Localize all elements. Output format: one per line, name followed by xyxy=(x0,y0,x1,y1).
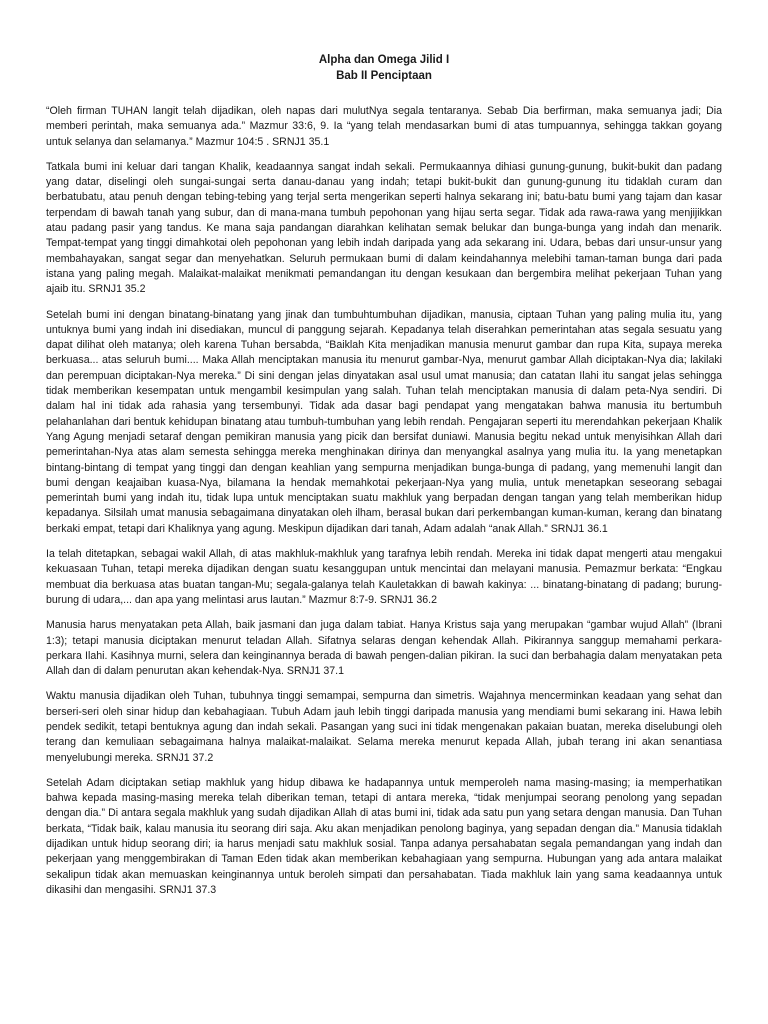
paragraph-7: Setelah Adam diciptakan setiap makhluk yang hidup dibawa ke hadapannya untuk memperoleh nama masing-masing; ia memperhatikan bahwa kepada masing-masing mereka telah diberikan teman, tetapi di antara mereka, “tidak menjumpai seorang penolong yang sepadan dengan dia.” Di antara segala makhluk yang sudah dijadikan Allah di atas bumi ini, tidak ada satu pun yang setara dengan manusia. Dan Tuhan berkata, “Tidak baik, kalau manusia itu seorang diri saja. Aku akan menjadikan penolong baginya, yang sepadan dengan dia.” Manusia tidaklah dijadikan untuk hidup seorang diri; ia harus menjadi satu makhluk sosial. Tanpa adanya persahabatan segala pemandangan yang indah dan pekerjaan yang menggembirakan di Taman Eden tidak akan memberikan kebahagiaan yang sempurna. Hubungan yang ada antara malaikat sekalipun tidak akan memuaskan keinginannya untuk beroleh simpati dan persahabatan. Tiada makhluk lain yang sama keadaannya untuk dikasihi dan mengasihi. SRNJ1 37.3 xyxy=(46,776,722,896)
paragraph-4: Ia telah ditetapkan, sebagai wakil Allah, di atas makhluk-makhluk yang tarafnya lebih rendah. Mereka ini tidak dapat mengerti atau mengakui kekuasaan Tuhan, tetapi mereka dijadikan dengan suatu kesanggupan untuk mencintai dan melayani manusia. Pemazmur berkata: “Engkau membuat dia berkuasa atas buatan tangan-Mu; segala-galanya telah Kauletakkan di bawah kakinya: ... binatang-binatang di padang; burung-burung di udara,... dan apa yang melintasi arus lautan.” Mazmur 8:7-9. SRNJ1 36.2 xyxy=(46,548,722,606)
paragraph-2: Tatkala bumi ini keluar dari tangan Khalik, keadaannya sangat indah sekali. Permukaannya dihiasi gunung-gunung, bukit-bukit dan padang yang datar, diselingi oleh sungai-sungai serta danau-danau yang indah; tetapi bukit-bukit dan gunung-gunung itu tidaklah curam dan berbatubatu, atau penuh dengan tebing-tebing yang terjal serta mengerikan seperti halnya sekarang ini; batu-batu bumi yang tajam dan kasar terpendam di bawah tanah yang subur, dan di mana-mana tumbuh pepohonan yang hijau serta segar. Tidak ada rawa-rawa yang menjijikkan atau padang pasir yang tandus. Ke mana saja pandangan diarahkan kelihatan semak belukar dan bunga-bunga yang indah dan menarik. Tempat-tempat yang tinggi dimahkotai oleh pepohonan yang lebih indah daripada yang ada sekarang ini. Udara, bebas dari unsur-unsur yang membahayakan, sangat segar dan menyehatkan. Seluruh permukaan bumi di dalam keindahannya melebihi taman-taman bunga dari pada istana yang paling megah. Malaikat-malaikat menikmati pemandangan itu dengan kesukaan dan bergembira melihat pekerjaan Tuhan yang ajaib itu. SRNJ1 35.2 xyxy=(46,160,722,296)
paragraph-1: “Oleh firman TUHAN langit telah dijadikan, oleh napas dari mulutNya segala tentaranya. Sebab Dia berfirman, maka semuanya jadi; Dia memberi perintah, maka semuanya ada.” Mazmur 33:6, 9. Ia “yang telah mendasarkan bumi di atas tumpuannya, sehingga takkan goyang untuk selanya dan selamanya.” Mazmur 104:5 . SRNJ1 35.1 xyxy=(46,105,722,148)
chapter-title: Bab II Penciptaan xyxy=(336,70,432,82)
paragraph-5: Manusia harus menyatakan peta Allah, baik jasmani dan juga dalam tabiat. Hanya Kristus saja yang merupakan “gambar wujud Allah” (Ibrani 1:3); tetapi manusia diciptakan menurut teladan Allah. Sifatnya selaras dengan kehendak Allah. Pikirannya sanggup memahami perkara-perkara Ilahi. Kasihnya murni, selera dan keinginannya berada di bawah pengen-dalian pikiran. Ia suci dan berbahagia dalam menyatakan peta Allah dan di dalam penurutan akan kehendak-Nya. SRNJ1 37.1 xyxy=(46,619,722,678)
paragraph-6: Waktu manusia dijadikan oleh Tuhan, tubuhnya tinggi semampai, sempurna dan simetris. Wajahnya mencerminkan keadaan yang sehat dan berseri-seri oleh sinar hidup dan kebahagiaan. Tubuh Adam jauh lebih tinggi daripada manusia yang mendiami bumi sekarang ini. Hawa lebih pendek sedikit, tetapi bentuknya agung dan indah sekali. Pasangan yang suci ini tidak mengenakan pakaian buatan, mereka diselubungi oleh terang dan kemuliaan sebagaimana halnya malaikat-malaikat. Selama mereka menurut kepada Allah, jubah terang ini akan senantiasa menyelubungi mereka. SRNJ1 37.2 xyxy=(46,690,722,764)
document-title: Alpha dan Omega Jilid I xyxy=(318,54,450,66)
document-page xyxy=(46,52,722,908)
paragraph-3: Setelah bumi ini dengan binatang-binatang yang jinak dan tumbuhtumbuhan dijadikan, manusia, ciptaan Tuhan yang paling mulia itu, yang untuknya bumi yang indah ini disediakan, muncul di panggung sejarah. Kepadanya telah diserahkan pemerintahan atas segala sesuatu yang dapat dilihat oleh matanya; oleh karena Tuhan bersabda, “Baiklah Kita menjadikan manusia menurut gambar dan rupa Kita, supaya mereka berkuasa... atas seluruh bumi.... Maka Allah menciptakan manusia itu menurut gambar-Nya, menurut gambar Allah diciptakan-Nya dia; lakilaki dan perempuan diciptakan-Nya mereka.” Di sini dengan jelas dinyatakan asal usul umat manusia; dan catatan Ilahi itu sangat jelas sehingga tidak memberikan kesempatan untuk mengambil kesimpulan yang salah. Tuhan telah menciptakan manusia di dalam peta-Nya sendiri. Di dalam hal ini tidak ada rahasia yang tersembunyi. Tidak ada dasar bagi pendapat yang mengatakan bahwa manusia itu bertumbuh pelahanlahan dari bentuk kehidupan binatang atau tumbuh-tumbuhan yang lebih rendah. Pengajaran seperti itu merendahkan pekerjaan Khalik Yang Agung menjadi setaraf dengan pemikiran manusia yang picik dan bersifat duniawi. Manusia begitu nekad untuk menyisihkan Allah dari pemerintahan-Nya atas alam semesta sehingga mereka menghinakan dirinya dan menyangkal asalnya yang mulia itu. Ia yang menetapkan bintang-bintang di tempat yang tinggi dan dengan keahlian yang sempurna menjadikan bunga-bunga di padang, yang memenuhi langit dan bumi dengan keajaiban kuasa-Nya, bilamana Ia hendak memahkotai pekerjaan-Nya yang mulia, untuk menetapkan seseorang sebagai pemerintah bumi yang indah itu, tidak lupa untuk menciptakan suatu makhluk yang berpadan dengan tangan yang telah memberikan hidup kepadanya. Silsilah umat manusia sebagaimana dinyatakan oleh ilham, berasal bukan dari perkembangan kuman-kuman, kerang dan binatang berkaki empat, tetapi dari Khaliknya yang agung. Meskipun dijadikan dari tanah, Adam adalah “anak Allah.” SRNJ1 36.1 xyxy=(46,308,722,535)
title-block xyxy=(46,52,722,84)
